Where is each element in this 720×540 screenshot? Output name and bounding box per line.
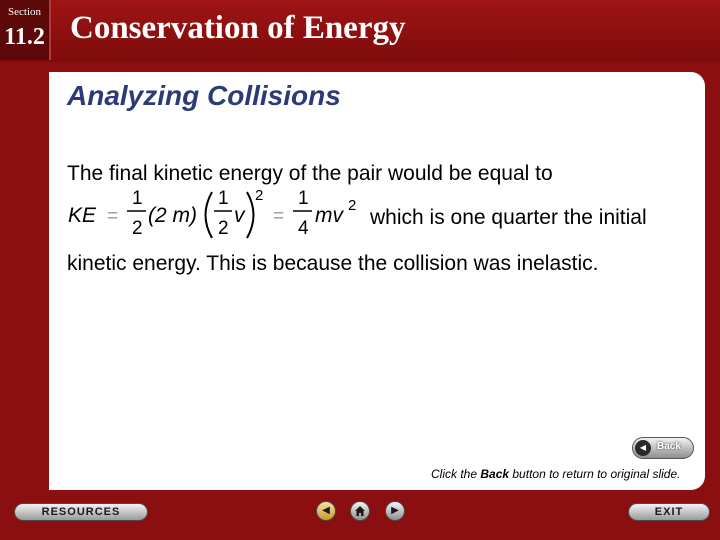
section-badge (0, 0, 51, 60)
back-button-label: Back (657, 441, 681, 452)
section-label: Section (8, 6, 41, 18)
home-icon (354, 505, 366, 517)
chapter-title: Conservation of Energy (70, 10, 406, 46)
eq-half-numerator: 1 (132, 188, 143, 209)
back-button[interactable] (632, 437, 694, 459)
section-number: 11.2 (4, 24, 45, 50)
eq-inner-numerator: 1 (218, 188, 229, 209)
arrow-left-icon: ◀ (322, 505, 330, 516)
slide-title: Analyzing Collisions (67, 80, 341, 111)
back-note-prefix: Click the (431, 467, 481, 481)
eq-rhs-var: mv (315, 204, 343, 227)
body-line-2: which is one quarter the initial (370, 206, 647, 229)
eq-inner-var: v (234, 204, 245, 227)
eq-quarter-numerator: 1 (298, 188, 309, 209)
arrow-left-icon: ◀ (635, 440, 651, 456)
eq-half-denominator: 2 (132, 218, 143, 239)
eq-equals-1: = (107, 206, 119, 227)
eq-rhs-exponent: 2 (348, 197, 357, 214)
previous-slide-button[interactable] (316, 501, 336, 521)
next-slide-button[interactable] (385, 501, 405, 521)
back-note-suffix: button to return to original slide. (509, 467, 681, 481)
body-line-1: The final kinetic energy of the pair would be equal to (67, 162, 553, 185)
content-panel (49, 72, 705, 490)
kinetic-energy-equation (66, 184, 366, 244)
eq-inner-denominator: 2 (218, 218, 229, 239)
eq-left-paren (206, 192, 213, 238)
home-button[interactable] (350, 501, 370, 521)
eq-paren-term: (2 m) (148, 204, 197, 227)
eq-quarter-denominator: 4 (298, 218, 309, 239)
eq-right-paren (247, 192, 254, 238)
eq-exponent: 2 (255, 187, 264, 204)
exit-button[interactable]: EXIT (628, 503, 710, 521)
body-line-3: kinetic energy. This is because the collision was inelastic. (67, 252, 599, 275)
eq-equals-2: = (273, 206, 285, 227)
header-bar (0, 0, 720, 62)
back-instruction (431, 467, 680, 481)
resources-button[interactable]: RESOURCES (14, 503, 148, 521)
eq-lhs: KE (68, 204, 97, 227)
back-note-bold: Back (480, 467, 510, 481)
arrow-right-icon: ▶ (391, 505, 399, 516)
